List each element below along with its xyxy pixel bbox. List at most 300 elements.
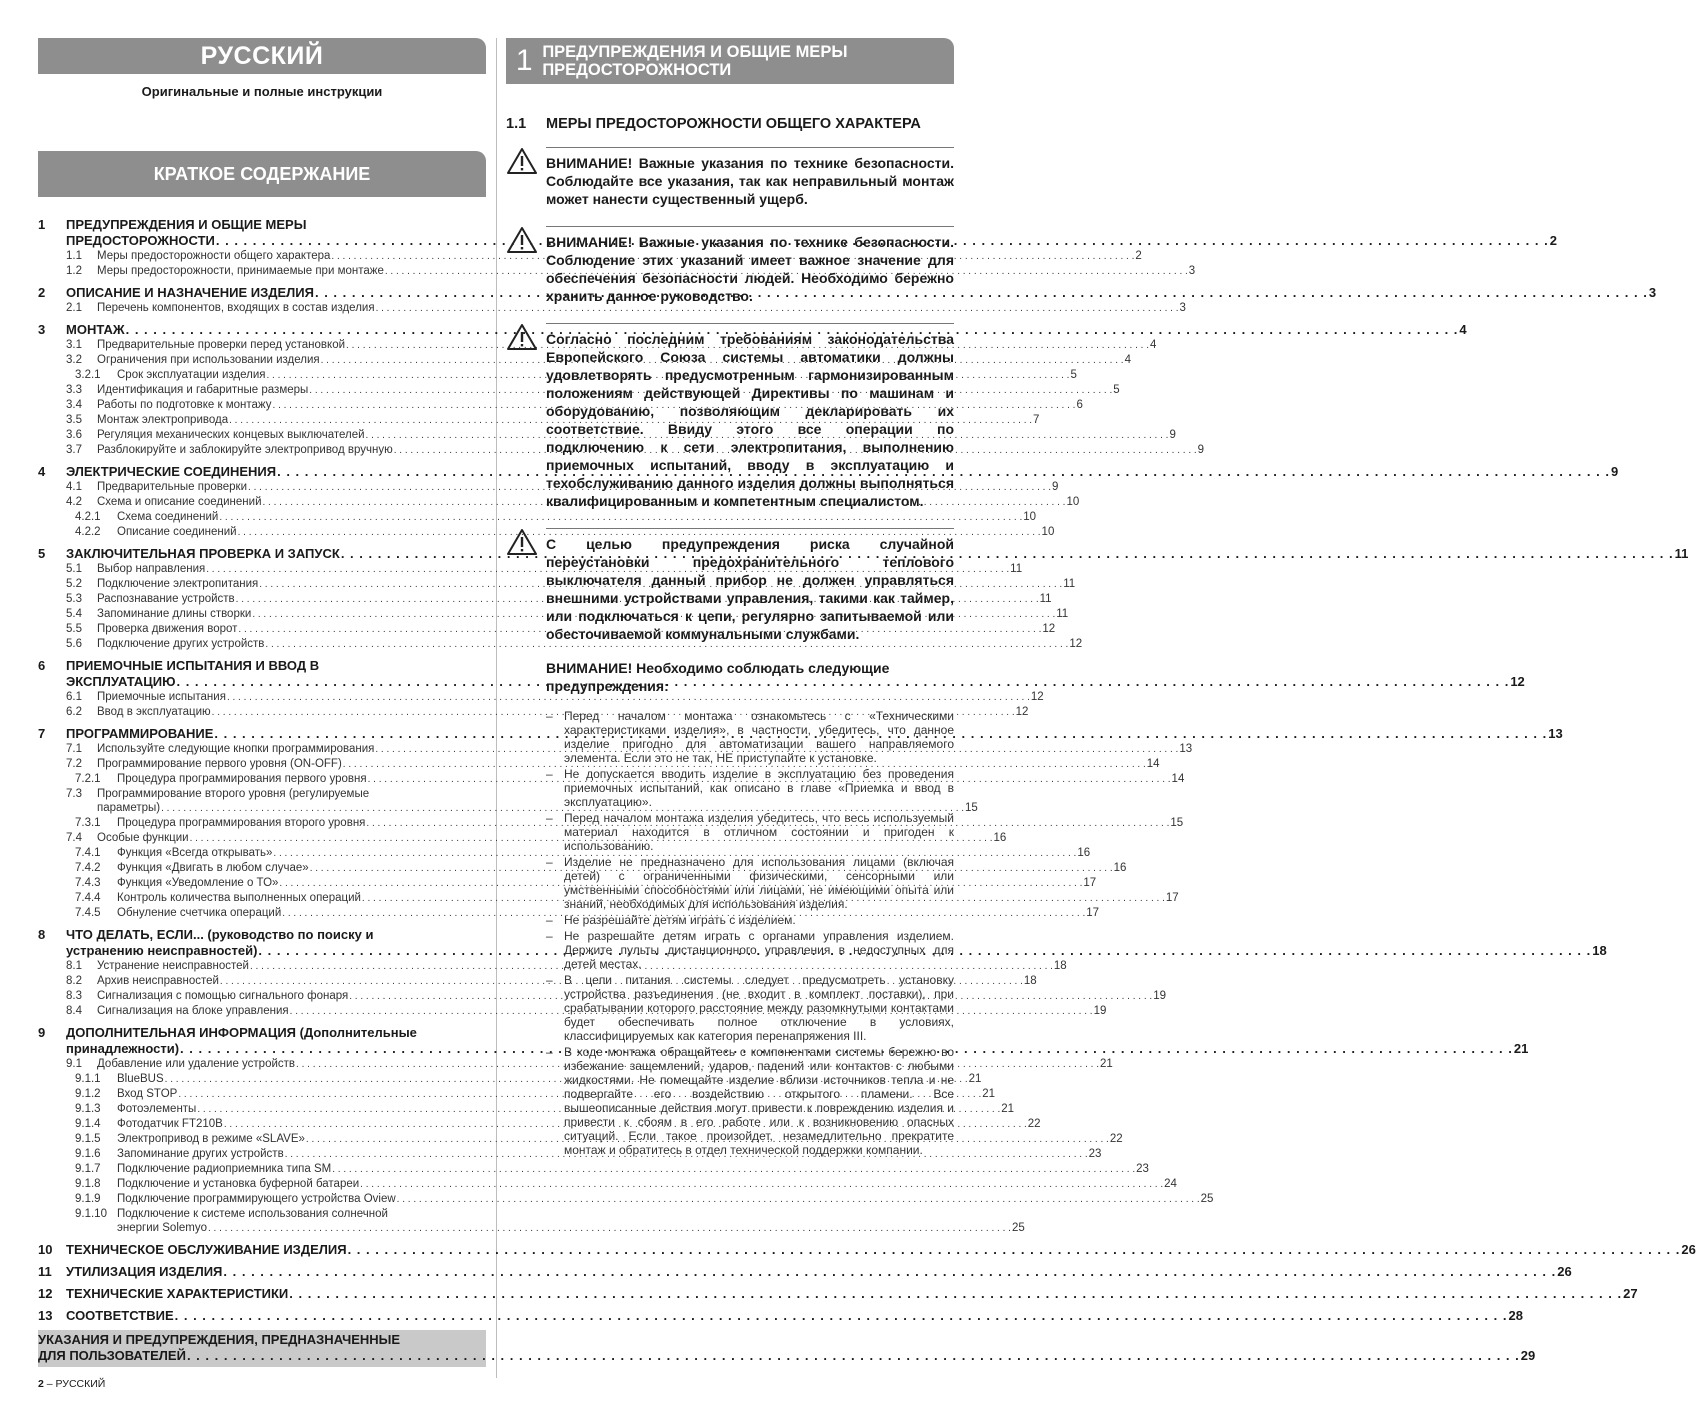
toc-entry-page: 23 bbox=[1088, 1148, 1102, 1160]
precaution-item: – В ходе монтажа обращайтесь с компонентами системы бережно во избежание защемлений, ударов, падений или контактов с любыми жидкостями. Не помещайте изделие вблизи источников тепла и не подвергайте его воздействию открытого пламени. Все вышеописанные действия могут привести к повреждению изделия и привести к сбоям в его работе или к возникновению опасных ситуаций. Если такое произойдет, незамедлительно прекратите монтаж и обратитесь в отдел технической поддержки компании. bbox=[546, 1045, 954, 1157]
toc-entry[interactable] bbox=[38, 1087, 996, 1102]
warning-triangle-icon bbox=[506, 528, 546, 643]
toc-entry-label: Проверка движения ворот bbox=[97, 623, 238, 635]
toc-entry-page: 26 bbox=[1681, 1242, 1696, 1257]
toc-entry[interactable] bbox=[38, 495, 1080, 510]
toc-entry-number: 7.3.1 bbox=[75, 817, 101, 829]
toc-entry-number: 7.2 bbox=[66, 758, 82, 770]
toc-entry-number: 8.4 bbox=[66, 1005, 82, 1017]
toc-entry-page: 9 bbox=[1197, 444, 1205, 456]
toc-entry-page: 4 bbox=[1149, 339, 1157, 351]
toc-entry-number: 7.4.3 bbox=[75, 877, 101, 889]
toc-entry-number: 6 bbox=[38, 658, 46, 673]
toc-entry-label: Разблокируйте и заблокируйте электропривод вручную bbox=[97, 444, 393, 456]
toc-entry-number: 1 bbox=[38, 217, 46, 232]
toc-entry-number: 3.2 bbox=[66, 354, 82, 366]
toc-entry[interactable] bbox=[38, 1057, 1113, 1072]
toc-entry-number: 9.1.1 bbox=[75, 1073, 101, 1085]
toc-entry-page: 16 bbox=[1077, 847, 1091, 859]
toc-entry-page: 12 bbox=[1510, 674, 1525, 689]
subsection-title: МЕРЫ ПРЕДОСТОРОЖНОСТИ ОБЩЕГО ХАРАКТЕРА bbox=[546, 116, 921, 132]
toc-entry-label: Распознавание устройств bbox=[97, 593, 235, 605]
toc-entry-number: 8.1 bbox=[66, 960, 82, 972]
section-number: 1 bbox=[515, 44, 533, 77]
toc-entry[interactable] bbox=[38, 1025, 486, 1041]
warning-block bbox=[506, 147, 954, 208]
toc-leader-dots bbox=[289, 1286, 1622, 1302]
toc-entry-page: 19 bbox=[1093, 1005, 1107, 1017]
toc-entry-page: 10 bbox=[1066, 496, 1080, 508]
toc-entry-number: 3.5 bbox=[66, 414, 82, 426]
toc-leader-dots bbox=[223, 1264, 1556, 1280]
toc-entry-page: 3 bbox=[1648, 285, 1657, 300]
footer-language: – РУССКИЙ bbox=[43, 1378, 106, 1390]
toc-entry-page: 11 bbox=[1063, 578, 1076, 590]
toc-entry-number: 3 bbox=[38, 322, 46, 337]
toc-entry-label: Фотодатчик FT210B bbox=[117, 1118, 223, 1130]
toc-entry-page: 13 bbox=[1548, 726, 1563, 741]
toc-entry-number: 5.3 bbox=[66, 593, 82, 605]
toc-entry-label: Срок эксплуатации изделия bbox=[117, 369, 266, 381]
toc-entry[interactable] bbox=[38, 1207, 486, 1221]
toc-entry-page: 18 bbox=[1053, 960, 1067, 972]
toc-entry-label: Особые функции bbox=[97, 832, 189, 844]
toc-entry-page: 19 bbox=[1153, 990, 1166, 1002]
footer-page-number: 2 bbox=[38, 1378, 44, 1390]
toc-entry-number: 3.7 bbox=[66, 444, 82, 456]
toc-leader-dots bbox=[397, 1192, 1200, 1207]
toc-entry[interactable] bbox=[38, 674, 1525, 690]
user-section-line1: УКАЗАНИЯ И ПРЕДУПРЕЖДЕНИЯ, ПРЕДНАЗНАЧЕННЫЕ bbox=[38, 1332, 401, 1347]
toc-entry-label: параметры) bbox=[97, 802, 161, 814]
toc-leader-dots bbox=[208, 1221, 1011, 1236]
toc-entry-label: Приемочные испытания bbox=[97, 691, 226, 703]
toc-entry[interactable] bbox=[38, 368, 1077, 383]
toc-entry[interactable] bbox=[38, 876, 1097, 891]
toc-entry[interactable] bbox=[38, 1308, 1523, 1324]
toc-entry-label: Работы по подготовке к монтажу bbox=[97, 399, 272, 411]
toc-entry-number: 2 bbox=[38, 285, 46, 300]
toc-entry-number: 7.2.1 bbox=[75, 773, 101, 785]
section-title: ПРЕДУПРЕЖДЕНИЯ И ОБЩИЕ МЕРЫ ПРЕДОСТОРОЖНОСТИ bbox=[542, 43, 848, 79]
toc-entry-number: 7.4 bbox=[66, 832, 82, 844]
toc-entry-number: 9.1.5 bbox=[75, 1133, 101, 1145]
toc-entry-number: 9.1.6 bbox=[75, 1148, 101, 1160]
toc-entry-page: 22 bbox=[1109, 1133, 1123, 1145]
toc-entry-label: Архив неисправностей bbox=[97, 975, 219, 987]
toc-entry-page: 4 bbox=[1124, 354, 1131, 366]
toc-entry-number: 3.6 bbox=[66, 429, 82, 441]
toc-entry-number: 9.1.4 bbox=[75, 1118, 101, 1130]
toc-entry-number: 8 bbox=[38, 927, 46, 942]
toc-entry-page: 17 bbox=[1086, 907, 1100, 919]
toc-entry-label: Запоминание длины створки bbox=[97, 608, 252, 620]
toc-entry-number: 4.1 bbox=[66, 481, 82, 493]
toc-entry-page: 26 bbox=[1557, 1264, 1572, 1279]
toc-entry-number: 11 bbox=[38, 1264, 52, 1279]
toc-entry[interactable] bbox=[38, 562, 1023, 577]
toc-entry-label: ПРИЕМОЧНЫЕ ИСПЫТАНИЯ И ВВОД В bbox=[66, 658, 320, 673]
toc-entry-page: 12 bbox=[1030, 691, 1044, 703]
toc-entry[interactable] bbox=[38, 846, 1091, 861]
toc-entry-label: ЧТО ДЕЛАТЬ, ЕСЛИ... (руководство по поиску и bbox=[66, 927, 374, 942]
toc-entry-number: 2.1 bbox=[66, 302, 82, 314]
toc-entry-number: 7.3 bbox=[66, 788, 82, 800]
toc-entry-page: 9 bbox=[1610, 464, 1619, 479]
toc-entry-number: 4.2.1 bbox=[75, 511, 101, 523]
toc-entry-page: 2 bbox=[1549, 233, 1557, 248]
toc-entry-label: принадлежности) bbox=[66, 1041, 180, 1056]
user-section-page: 29 bbox=[1520, 1348, 1536, 1363]
toc-entry-number: 10 bbox=[38, 1242, 53, 1257]
toc-entry-page: 28 bbox=[1508, 1308, 1523, 1323]
toc-entry[interactable] bbox=[38, 974, 1037, 989]
toc-entry[interactable] bbox=[38, 622, 1056, 637]
warning-triangle-icon bbox=[506, 147, 546, 208]
toc-entry-page: 13 bbox=[1179, 743, 1193, 755]
page-footer bbox=[38, 1378, 105, 1390]
toc-entry-label: Добавление или удаление устройств bbox=[97, 1058, 296, 1070]
toc-entry-number: 12 bbox=[38, 1286, 53, 1301]
precaution-item: – Перед началом монтажа изделия убедитесь, что весь используемый материал находится в отличном состоянии и пригоден к использованию. bbox=[546, 811, 954, 853]
toc-entry-label: ЭЛЕКТРИЧЕСКИЕ СОЕДИНЕНИЯ bbox=[66, 464, 277, 479]
toc-entry-page: 7 bbox=[1033, 414, 1040, 426]
warning-text: С целью предупреждения риска случайной переустановки предохранительного теплового выключателя данный прибор не должен управляться внешними устройствами управления, такими как таймер, или подключаться к цепи, регулярно запитываемой или обесточиваемой коммунальными службами. bbox=[546, 528, 954, 643]
precaution-item: – Не разрешайте детям играть с органами управления изделием. Держите пульты дистанционного управления в недоступных для детей местах. bbox=[546, 929, 954, 971]
toc-entry-page: 3 bbox=[1179, 302, 1186, 314]
toc-entry-label: Программирование первого уровня (ON-OFF) bbox=[97, 758, 342, 770]
toc-entry-number: 7 bbox=[38, 726, 46, 741]
toc-entry-number: 5 bbox=[38, 546, 46, 561]
toc-entry-label: Перечень компонентов, входящих в состав изделия bbox=[97, 302, 375, 314]
toc-entry-label: УТИЛИЗАЦИЯ ИЗДЕЛИЯ bbox=[66, 1264, 223, 1279]
toc-entry-page: 16 bbox=[1113, 862, 1127, 874]
toc-entry[interactable] bbox=[38, 1162, 1149, 1177]
toc-entry-page: 22 bbox=[1027, 1118, 1041, 1130]
toc-entry-page: 21 bbox=[968, 1073, 982, 1085]
toc-entry[interactable] bbox=[38, 413, 1040, 428]
toc-entry[interactable] bbox=[38, 1221, 1025, 1236]
toc-entry[interactable] bbox=[38, 322, 1467, 338]
toc-entry-label: Сигнализация с помощью сигнального фонаря bbox=[97, 990, 349, 1002]
toc-entry-page: 4 bbox=[1459, 322, 1467, 337]
toc-entry-label: ТЕХНИЧЕСКОЕ ОБСЛУЖИВАНИЕ ИЗДЕЛИЯ bbox=[66, 1242, 347, 1257]
right-column bbox=[506, 38, 954, 1159]
toc-entry[interactable] bbox=[38, 1102, 1015, 1117]
toc-entry[interactable] bbox=[38, 285, 1657, 301]
toc-entry[interactable] bbox=[38, 217, 486, 233]
instructions-subtitle: Оригинальные и полные инструкции bbox=[141, 84, 383, 99]
toc-entry-page: 18 bbox=[1592, 943, 1607, 958]
toc-entry-number: 3.4 bbox=[66, 399, 82, 411]
toc-entry[interactable] bbox=[38, 383, 1120, 398]
toc-entry[interactable] bbox=[38, 891, 1179, 906]
toc-entry[interactable] bbox=[38, 1286, 1638, 1302]
toc-entry[interactable] bbox=[38, 787, 486, 801]
toc-entry-label: ЭКСПЛУАТАЦИЮ bbox=[66, 674, 176, 689]
toc-entry-label: Сигнализация на блоке управления bbox=[97, 1005, 289, 1017]
toc-entry-label: Функция «Уведомление о ТО» bbox=[117, 877, 279, 889]
warning-text: ВНИМАНИЕ! Важные указания по технике безопасности. Соблюдайте все указания, так как неправильный монтаж может нанести существенный ущерб. bbox=[546, 147, 954, 208]
toc-entry[interactable] bbox=[38, 1147, 1102, 1162]
toc-entry-number: 9.1.3 bbox=[75, 1103, 101, 1115]
toc-entry[interactable] bbox=[38, 607, 1069, 622]
toc-entry[interactable] bbox=[38, 861, 1127, 876]
toc-entry-page: 12 bbox=[1042, 623, 1056, 635]
warning-triangle-icon bbox=[506, 226, 546, 305]
subsection-number: 1.1 bbox=[506, 116, 527, 132]
toc-leader-dots bbox=[332, 1162, 1135, 1177]
precaution-item: – Перед началом монтажа ознакомьтесь с «Техническими характеристиками изделия», в частности, убедитесь, что данное изделие пригодно для автоматизации вашего направляемого элемента. Если это не так, НЕ приступайте к установке. bbox=[546, 709, 954, 765]
toc-entry-label: Предварительные проверки перед установкой bbox=[97, 339, 346, 351]
toc-entry[interactable] bbox=[38, 1177, 1177, 1192]
toc-entry-number: 9 bbox=[38, 1025, 46, 1040]
toc-entry-label: Функция «Всегда открывать» bbox=[117, 847, 273, 859]
toc-entry-label: Электропривод в режиме «SLAVE» bbox=[117, 1133, 305, 1145]
toc-entry-number: 9.1.9 bbox=[75, 1193, 101, 1205]
toc-entry-number: 6.1 bbox=[66, 691, 82, 703]
toc-entry-page: 17 bbox=[1165, 892, 1179, 904]
toc-entry-number: 9.1.2 bbox=[75, 1088, 101, 1100]
toc-entry-page: 15 bbox=[965, 802, 978, 814]
toc-entry-label: Схема соединений bbox=[117, 511, 219, 523]
toc-entry-label: ЗАКЛЮЧИТЕЛЬНАЯ ПРОВЕРКА И ЗАПУСК bbox=[66, 546, 340, 561]
toc-entry-label: Выбор направления bbox=[97, 563, 206, 575]
toc-entry-label: Подключение электропитания bbox=[97, 578, 259, 590]
toc-entry-page: 11 bbox=[1010, 563, 1023, 575]
toc-entry-label: Подключение программирующего устройства Oview bbox=[117, 1193, 396, 1205]
toc-entry-page: 24 bbox=[1164, 1178, 1177, 1190]
toc-entry-page: 2 bbox=[1135, 250, 1142, 262]
toc-entry-number: 5.4 bbox=[66, 608, 82, 620]
toc-entry-number: 6.2 bbox=[66, 706, 82, 718]
toc-entry-label: Процедура программирования второго уровня bbox=[117, 817, 366, 829]
toc-entry-label: Идентификация и габаритные размеры bbox=[97, 384, 309, 396]
toc-entry-label: ТЕХНИЧЕСКИЕ ХАРАКТЕРИСТИКИ bbox=[66, 1286, 289, 1301]
toc-entry-number: 13 bbox=[38, 1308, 53, 1323]
language-banner: РУССКИЙ bbox=[38, 38, 486, 74]
toc-entry-page: 12 bbox=[1069, 638, 1083, 650]
toc-entry-number: 7.4.4 bbox=[75, 892, 101, 904]
toc-entry-label: BlueBUS bbox=[117, 1073, 164, 1085]
toc-entry[interactable] bbox=[38, 690, 1044, 705]
toc-entry[interactable] bbox=[38, 546, 1689, 562]
toc-entry[interactable] bbox=[38, 658, 486, 674]
toc-entry[interactable] bbox=[38, 525, 1055, 540]
toc-entry-page: 23 bbox=[1136, 1163, 1149, 1175]
toc-entry-label: устранению неисправностей) bbox=[66, 943, 258, 958]
toc-entry-page: 11 bbox=[1674, 546, 1689, 561]
toc-entry[interactable] bbox=[38, 1132, 1123, 1147]
toc-entry-label: Подключение радиоприемника типа SM bbox=[117, 1163, 332, 1175]
warnings-list bbox=[506, 147, 954, 643]
toc-entry[interactable] bbox=[38, 989, 1166, 1004]
toc-entry-number: 9.1.10 bbox=[75, 1208, 107, 1220]
toc-entry-label: СООТВЕТСТВИЕ bbox=[66, 1308, 174, 1323]
precaution-item: – В цепи питания системы следует предусмотреть установку устройства разъединения (не входит в комплект поставки), при срабатывании которого расстояние между разомкнутыми контактами будет обеспечивать полное отключение в условиях, классифицируемых как категория перенапряжения III. bbox=[546, 973, 954, 1043]
toc-entry-label: Монтаж электропривода bbox=[97, 414, 229, 426]
toc-entry-number: 1.2 bbox=[66, 265, 82, 277]
precaution-item: – Не разрешайте детям играть с изделием. bbox=[546, 913, 954, 927]
toc-entry-page: 12 bbox=[1015, 706, 1029, 718]
toc-entry-label: Регуляция механических концевых выключателей bbox=[97, 429, 365, 441]
toc-entry[interactable] bbox=[38, 1004, 1107, 1019]
toc-entry-label: Процедура программирования первого уровня bbox=[117, 773, 367, 785]
toc-entry-number: 4 bbox=[38, 464, 46, 479]
toc-entry-label: ПРЕДУПРЕЖДЕНИЯ И ОБЩИЕ МЕРЫ bbox=[66, 217, 307, 232]
toc-entry-label: Предварительные проверки bbox=[97, 481, 248, 493]
toc-entry-number: 5.1 bbox=[66, 563, 82, 575]
toc-entry-number: 4.2.2 bbox=[75, 526, 101, 538]
toc-entry-label: Подключение других устройств bbox=[97, 638, 265, 650]
toc-entry-page: 11 bbox=[1056, 608, 1069, 620]
toc-entry[interactable] bbox=[38, 233, 1557, 249]
toc-entry-label: ДОПОЛНИТЕЛЬНАЯ ИНФОРМАЦИЯ (Дополнительные bbox=[66, 1025, 417, 1040]
toc-entry-label: Меры предосторожности, принимаемые при монтаже bbox=[97, 265, 384, 277]
toc-entry-number: 5.6 bbox=[66, 638, 82, 650]
toc-banner: КРАТКОЕ СОДЕРЖАНИЕ bbox=[38, 151, 486, 197]
user-section-line2: ДЛЯ ПОЛЬЗОВАТЕЛЕЙ bbox=[38, 1348, 186, 1363]
toc-entry[interactable] bbox=[38, 264, 1196, 279]
toc-entry[interactable] bbox=[38, 637, 1083, 652]
warning-block bbox=[506, 226, 954, 305]
toc-entry-label: Схема и описание соединений bbox=[97, 496, 262, 508]
toc-entry-label: Запоминание других устройств bbox=[117, 1148, 284, 1160]
toc-entry-page: 18 bbox=[1023, 975, 1037, 987]
toc-entry-label: Подключение к системе использования солнечной bbox=[117, 1208, 388, 1220]
toc-entry-page: 21 bbox=[1001, 1103, 1015, 1115]
toc-entry[interactable] bbox=[38, 1264, 1572, 1280]
subsection-heading bbox=[506, 116, 954, 133]
toc-entry-page: 25 bbox=[1011, 1222, 1025, 1234]
toc-entry[interactable] bbox=[38, 577, 1076, 592]
toc-entry-page: 9 bbox=[1169, 429, 1176, 441]
toc-entry[interactable] bbox=[38, 510, 1037, 525]
toc-entry[interactable] bbox=[38, 959, 1067, 974]
toc-entry-label: ПРОГРАММИРОВАНИЕ bbox=[66, 726, 214, 741]
toc-entry-number: 9.1 bbox=[66, 1058, 82, 1070]
toc-entry[interactable] bbox=[38, 443, 1205, 458]
toc-entry[interactable] bbox=[38, 464, 1619, 480]
toc-entry-label: Меры предосторожности общего характера bbox=[97, 250, 331, 262]
toc-leader-dots bbox=[175, 1308, 1508, 1324]
toc-entry[interactable] bbox=[38, 353, 1131, 368]
toc-entry-number: 7.4.5 bbox=[75, 907, 101, 919]
toc-entry[interactable] bbox=[38, 726, 1563, 742]
toc-entry-number: 7.4.2 bbox=[75, 862, 101, 874]
toc-entry-number: 9.1.8 bbox=[75, 1178, 101, 1190]
toc-entry-label: Функция «Двигать в любом случае» bbox=[117, 862, 309, 874]
toc-entry[interactable] bbox=[38, 428, 1176, 443]
toc-entry-page: 16 bbox=[993, 832, 1007, 844]
toc-user-section[interactable] bbox=[38, 1330, 1536, 1367]
toc-entry-label: Контроль количества выполненных операций bbox=[117, 892, 361, 904]
toc-entry[interactable] bbox=[38, 1192, 1214, 1207]
toc-entry-label: Фотоэлементы bbox=[117, 1103, 197, 1115]
note-heading: ВНИМАНИЕ! Необходимо соблюдать следующие предупреждения: bbox=[546, 660, 890, 694]
warning-text: ВНИМАНИЕ! Важные указания по технике безопасности. Соблюдение этих указаний имеет важное значение для обеспечения безопасности людей. Необходимо бережно хранить данное руководство. bbox=[546, 226, 954, 305]
toc-entry[interactable] bbox=[38, 338, 1157, 353]
toc-entry-label: ОПИСАНИЕ И НАЗНАЧЕНИЕ ИЗДЕЛИЯ bbox=[66, 285, 314, 300]
precaution-item: – Изделие не предназначено для использования лицами (включая детей) с ограниченными физическими, сенсорными или умственными способностями или лицами, не имеющими опыта или знаний, необходимых для использования изделия. bbox=[546, 855, 954, 911]
toc-entry-number: 7.4.1 bbox=[75, 847, 101, 859]
toc-entry[interactable] bbox=[38, 831, 1007, 846]
toc-entry-label: Подключение и установка буферной батареи bbox=[117, 1178, 360, 1190]
toc-entry[interactable] bbox=[38, 927, 486, 943]
toc-entry-page: 5 bbox=[1113, 384, 1120, 396]
toc-entry-page: 14 bbox=[1146, 758, 1160, 770]
toc-entry-number: 5.2 bbox=[66, 578, 82, 590]
toc-entry-page: 10 bbox=[1041, 526, 1055, 538]
toc-entry-label: Программирование второго уровня (регулируемые bbox=[97, 788, 370, 800]
toc-entry[interactable] bbox=[38, 1242, 1696, 1258]
toc-entry-number: 8.2 bbox=[66, 975, 82, 987]
warning-triangle-icon bbox=[506, 323, 546, 510]
toc-entry[interactable] bbox=[38, 1072, 982, 1087]
toc-entry-number: 4.2 bbox=[66, 496, 82, 508]
toc-entry[interactable] bbox=[38, 816, 1184, 831]
toc-entry[interactable] bbox=[38, 801, 978, 816]
toc-entry[interactable] bbox=[38, 1041, 1529, 1057]
toc-entry-label: Используйте следующие кнопки программирования bbox=[97, 743, 375, 755]
toc-entry[interactable] bbox=[38, 480, 1059, 495]
toc-entry-label: Вход STOP bbox=[117, 1088, 178, 1100]
toc-entry[interactable] bbox=[38, 249, 1142, 264]
toc-entry-label: ПРЕДОСТОРОЖНОСТИ bbox=[66, 233, 215, 248]
toc-entry-number: 1.1 bbox=[66, 250, 82, 262]
toc-entry[interactable] bbox=[38, 1117, 1041, 1132]
toc-entry[interactable] bbox=[38, 705, 1029, 720]
toc-entry-page: 21 bbox=[1513, 1041, 1529, 1056]
toc-entry[interactable] bbox=[38, 772, 1185, 787]
warning-block bbox=[506, 323, 954, 510]
toc-entry-page: 11 bbox=[1039, 593, 1052, 605]
toc-entry-number: 8.3 bbox=[66, 990, 82, 1002]
toc-entry[interactable] bbox=[38, 398, 1083, 413]
toc-entry-number: 7.1 bbox=[66, 743, 82, 755]
toc-entry-page: 5 bbox=[1070, 369, 1077, 381]
precaution-item: – Не допускается вводить изделие в эксплуатацию без проведения приемочных испытаний, как описано в главе «Приемка и ввод в эксплуатацию». bbox=[546, 767, 954, 809]
toc-entry-page: 21 bbox=[982, 1088, 996, 1100]
toc-entry-page: 25 bbox=[1200, 1193, 1214, 1205]
toc-entry-number: 3.3 bbox=[66, 384, 82, 396]
toc-entry[interactable] bbox=[38, 943, 1607, 959]
warning-block bbox=[506, 528, 954, 643]
toc-entry[interactable] bbox=[38, 757, 1160, 772]
toc-entry-label: энергии Solemyo bbox=[117, 1222, 207, 1234]
toc-entry[interactable] bbox=[38, 301, 1186, 316]
toc-entry-number: 5.5 bbox=[66, 623, 82, 635]
toc-entry-number: 3.2.1 bbox=[75, 369, 101, 381]
toc-leader-dots bbox=[360, 1177, 1163, 1192]
toc-entry[interactable] bbox=[38, 592, 1052, 607]
toc-entry[interactable] bbox=[38, 742, 1193, 757]
toc-entry-label: Описание соединений bbox=[117, 526, 237, 538]
precautions-list bbox=[546, 709, 954, 1157]
toc-entry-page: 27 bbox=[1623, 1286, 1638, 1301]
toc-entry-label: МОНТАЖ bbox=[66, 322, 125, 337]
toc-entry-page: 3 bbox=[1188, 265, 1196, 277]
toc-entry-page: 15 bbox=[1170, 817, 1184, 829]
toc-entry-number: 3.1 bbox=[66, 339, 82, 351]
toc-entry-number: 9.1.7 bbox=[75, 1163, 101, 1175]
toc-entry-page: 10 bbox=[1023, 511, 1037, 523]
toc-entry-label: Устранение неисправностей bbox=[97, 960, 249, 972]
toc-leader-dots bbox=[348, 1242, 1681, 1258]
toc-entry-page: 9 bbox=[1051, 481, 1059, 493]
toc-entry-page: 6 bbox=[1076, 399, 1083, 411]
section-banner bbox=[506, 38, 954, 84]
